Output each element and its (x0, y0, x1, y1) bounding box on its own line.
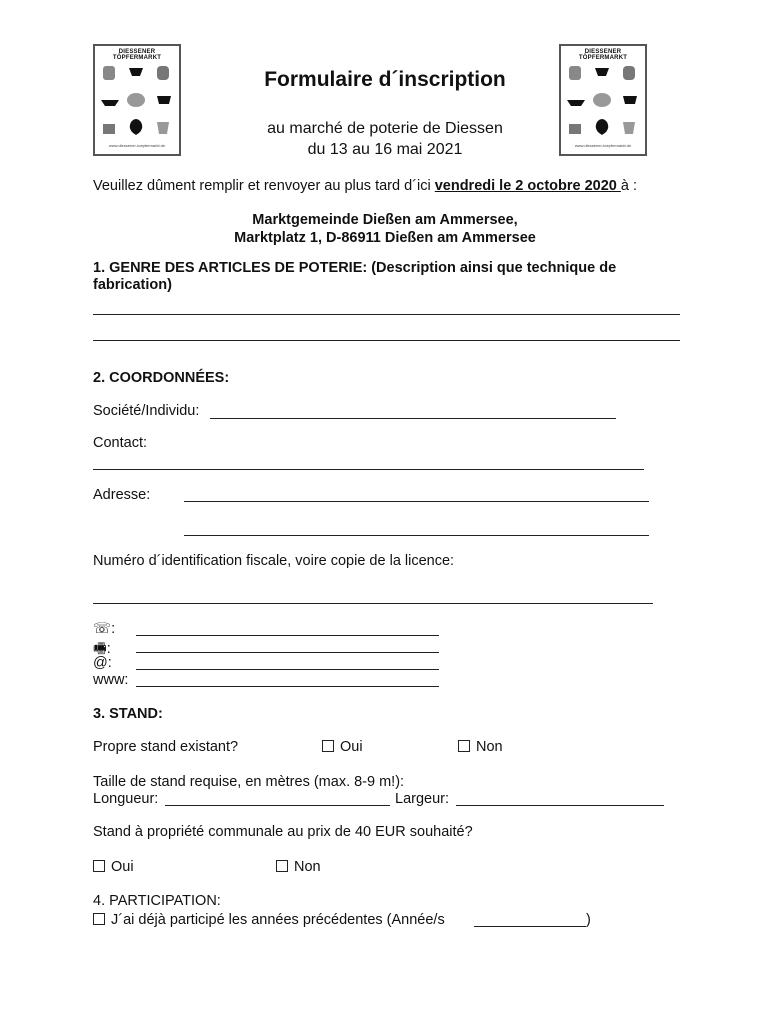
section1-heading-line2: fabrication) (93, 277, 172, 293)
phone-field[interactable] (136, 621, 439, 636)
past-participation-label: J´ai déjà participé les années précédentes (Année/s (111, 912, 445, 928)
subtitle-market: au marché de poterie de Diessen (267, 120, 503, 137)
stand-size-label: Taille de stand requise, en mètres (max. 8-9 m!): (93, 774, 405, 790)
logo-left (93, 44, 181, 156)
section2-heading: 2. COORDONNÉES: (93, 370, 230, 386)
communal-stand-yes[interactable] (93, 859, 134, 875)
past-participation[interactable] (93, 912, 445, 928)
own-stand-no[interactable] (458, 739, 503, 755)
logo-title: DIESSENER TÖPFERMARKT (578, 49, 628, 61)
longueur-field[interactable] (165, 791, 390, 806)
fiscal-field[interactable] (93, 589, 653, 604)
contact-label: Contact: (93, 435, 147, 451)
checkbox-icon[interactable] (458, 740, 470, 752)
intro-prefix: Veuillez dûment remplir et renvoyer au plus tard d´ici (93, 178, 435, 194)
email-icon: @: (93, 655, 112, 671)
section4-heading: 4. PARTICIPATION: (93, 893, 221, 909)
fax-icon: 🖷: (93, 641, 111, 657)
intro-suffix: à : (620, 178, 638, 194)
logo-right (559, 44, 647, 156)
address-line1: Marktgemeinde Dießen am Ammersee, (252, 212, 518, 228)
email-field[interactable] (136, 655, 439, 670)
adresse-field-1[interactable] (184, 487, 649, 502)
checkbox-icon[interactable] (322, 740, 334, 752)
yes-label: Oui (340, 739, 363, 755)
section3-heading: 3. STAND: (93, 706, 163, 722)
fiscal-label: Numéro d´identification fiscale, voire copie de la licence: (93, 553, 455, 569)
fax-field[interactable] (136, 638, 439, 653)
deadline: vendredi le 2 octobre 2020 (434, 178, 621, 194)
communal-stand-question: Stand à propriété communale au prix de 40 EUR souhaité? (93, 824, 473, 840)
form-title: Formulaire d´inscription (264, 68, 506, 91)
largeur-label: Largeur: (395, 791, 450, 807)
years-close-paren: ) (586, 912, 591, 928)
societe-label: Société/Individu: (93, 403, 200, 419)
largeur-field[interactable] (456, 791, 664, 806)
societe-field[interactable] (210, 404, 616, 419)
adresse-field-2[interactable] (184, 521, 649, 536)
adresse-label: Adresse: (93, 487, 151, 503)
checkbox-icon[interactable] (276, 860, 288, 872)
no-label: Non (476, 739, 503, 755)
web-label: www: (93, 672, 129, 688)
own-stand-question: Propre stand existant? (93, 739, 239, 755)
subtitle-dates: du 13 au 16 mai 2021 (307, 141, 463, 158)
contact-field[interactable] (93, 455, 644, 470)
own-stand-yes[interactable] (322, 739, 363, 755)
checkbox-icon[interactable] (93, 913, 105, 925)
web-field[interactable] (136, 672, 439, 687)
section1-heading-line1: 1. GENRE DES ARTICLES DE POTERIE: (Description ainsi que technique de (93, 260, 617, 276)
phone-icon: ☏: (93, 621, 116, 637)
description-line-1[interactable] (93, 314, 680, 315)
logo-title: DIESSENER TÖPFERMARKT (112, 49, 162, 61)
logo-footer: www.diessener-toepfermarkt.de (574, 143, 632, 148)
yes-label: Oui (111, 859, 134, 875)
years-field[interactable] (474, 912, 586, 927)
description-line-2[interactable] (93, 340, 680, 341)
longueur-label: Longueur: (93, 791, 159, 807)
no-label: Non (294, 859, 321, 875)
logo-footer: www.diessener-toepfermarkt.de (108, 143, 166, 148)
address-line2: Marktplatz 1, D-86911 Dießen am Ammersee (234, 230, 536, 246)
checkbox-icon[interactable] (93, 860, 105, 872)
intro-text (93, 178, 637, 194)
communal-stand-no[interactable] (276, 859, 321, 875)
